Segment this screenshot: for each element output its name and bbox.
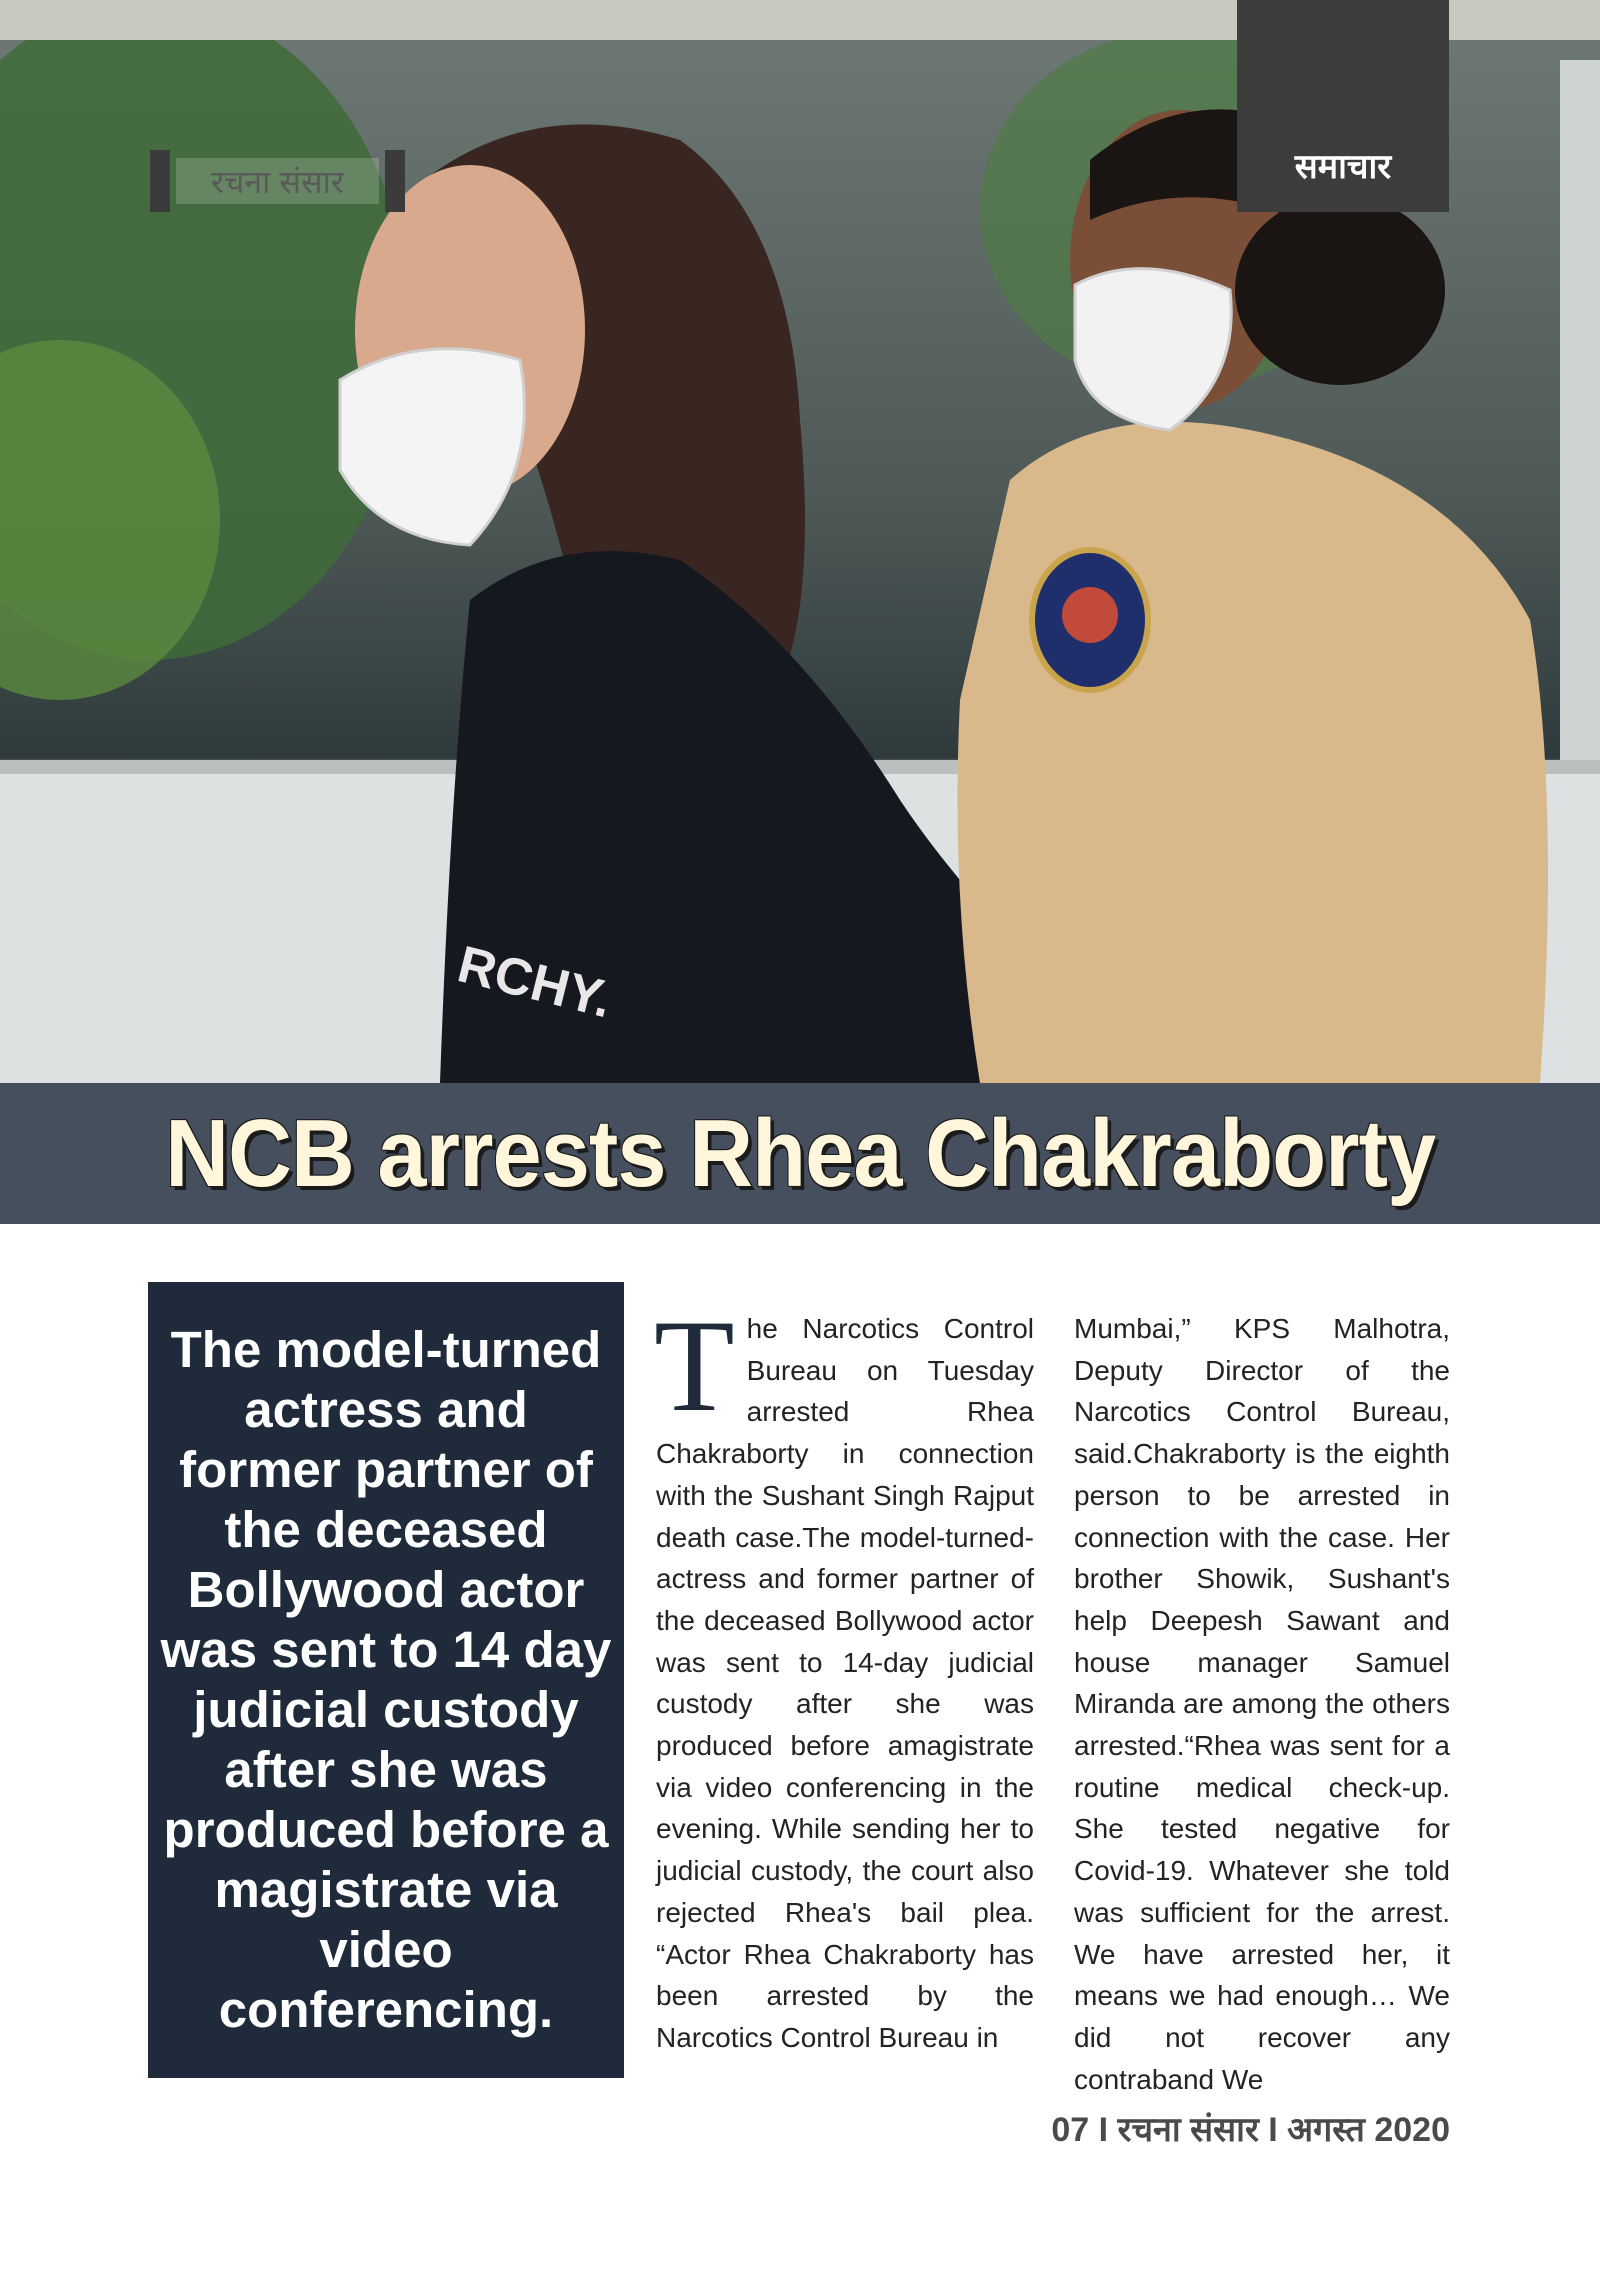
tag-bar-right — [385, 150, 405, 212]
section-tag-left-label: रचना संसार — [176, 158, 379, 204]
page-footer: 07 I रचना संसार I अगस्त 2020 — [1051, 2111, 1450, 2149]
tag-bar-left — [150, 150, 170, 212]
pull-quote-box — [148, 1282, 624, 2078]
drop-cap: T — [654, 1292, 735, 1439]
headline-band — [0, 1083, 1600, 1224]
article-column-1 — [654, 1292, 1034, 2059]
article-column-1-text: he Narcotics Control Bureau on Tuesday arrested Rhea Chakraborty in connection with the Sushant Singh Rajput death case.The model-turned-actress and former partner of the deceased Bollywood actor was sent to 14-day judicial custody after she was produced before amagistrate via video conferencing in the evening. While sending her to judicial custody, the court also rejected Rhea's bail plea. “Actor Rhea Chakraborty has been arrested by the Narcotics Control Bureau in — [656, 1313, 1034, 2053]
shirt-text: RCHY. — [452, 935, 618, 1030]
article-column-2-text: Mumbai,” KPS Malhotra, Deputy Director of the Narcotics Control Bureau, said.Chakraborty is the eighth person to be arrested in connection with the case. Her brother Showik, Sushant's help Deepesh Sawant and house manager Samuel Miranda are among the others arrested.“Rhea was sent for a routine medical check-up. She tested negative for Covid-19. Whatever she told was sufficient for the arrest. We have arrested her, it means we had enough… We did not recover any contraband We — [1074, 1313, 1450, 2095]
section-tag-left — [150, 150, 405, 212]
section-tag-right — [1237, 0, 1449, 212]
article-column-2 — [1074, 1308, 1450, 2100]
pull-quote-text: The model-turned actress and former partner of the deceased Bollywood actor was sent to 14 day judicial custody after she was produced before a magistrate via video conferencing. — [160, 1321, 612, 2038]
headline: NCB arrests Rhea Chakraborty — [164, 1099, 1436, 1207]
section-tag-right-label: समाचार — [1294, 148, 1392, 186]
